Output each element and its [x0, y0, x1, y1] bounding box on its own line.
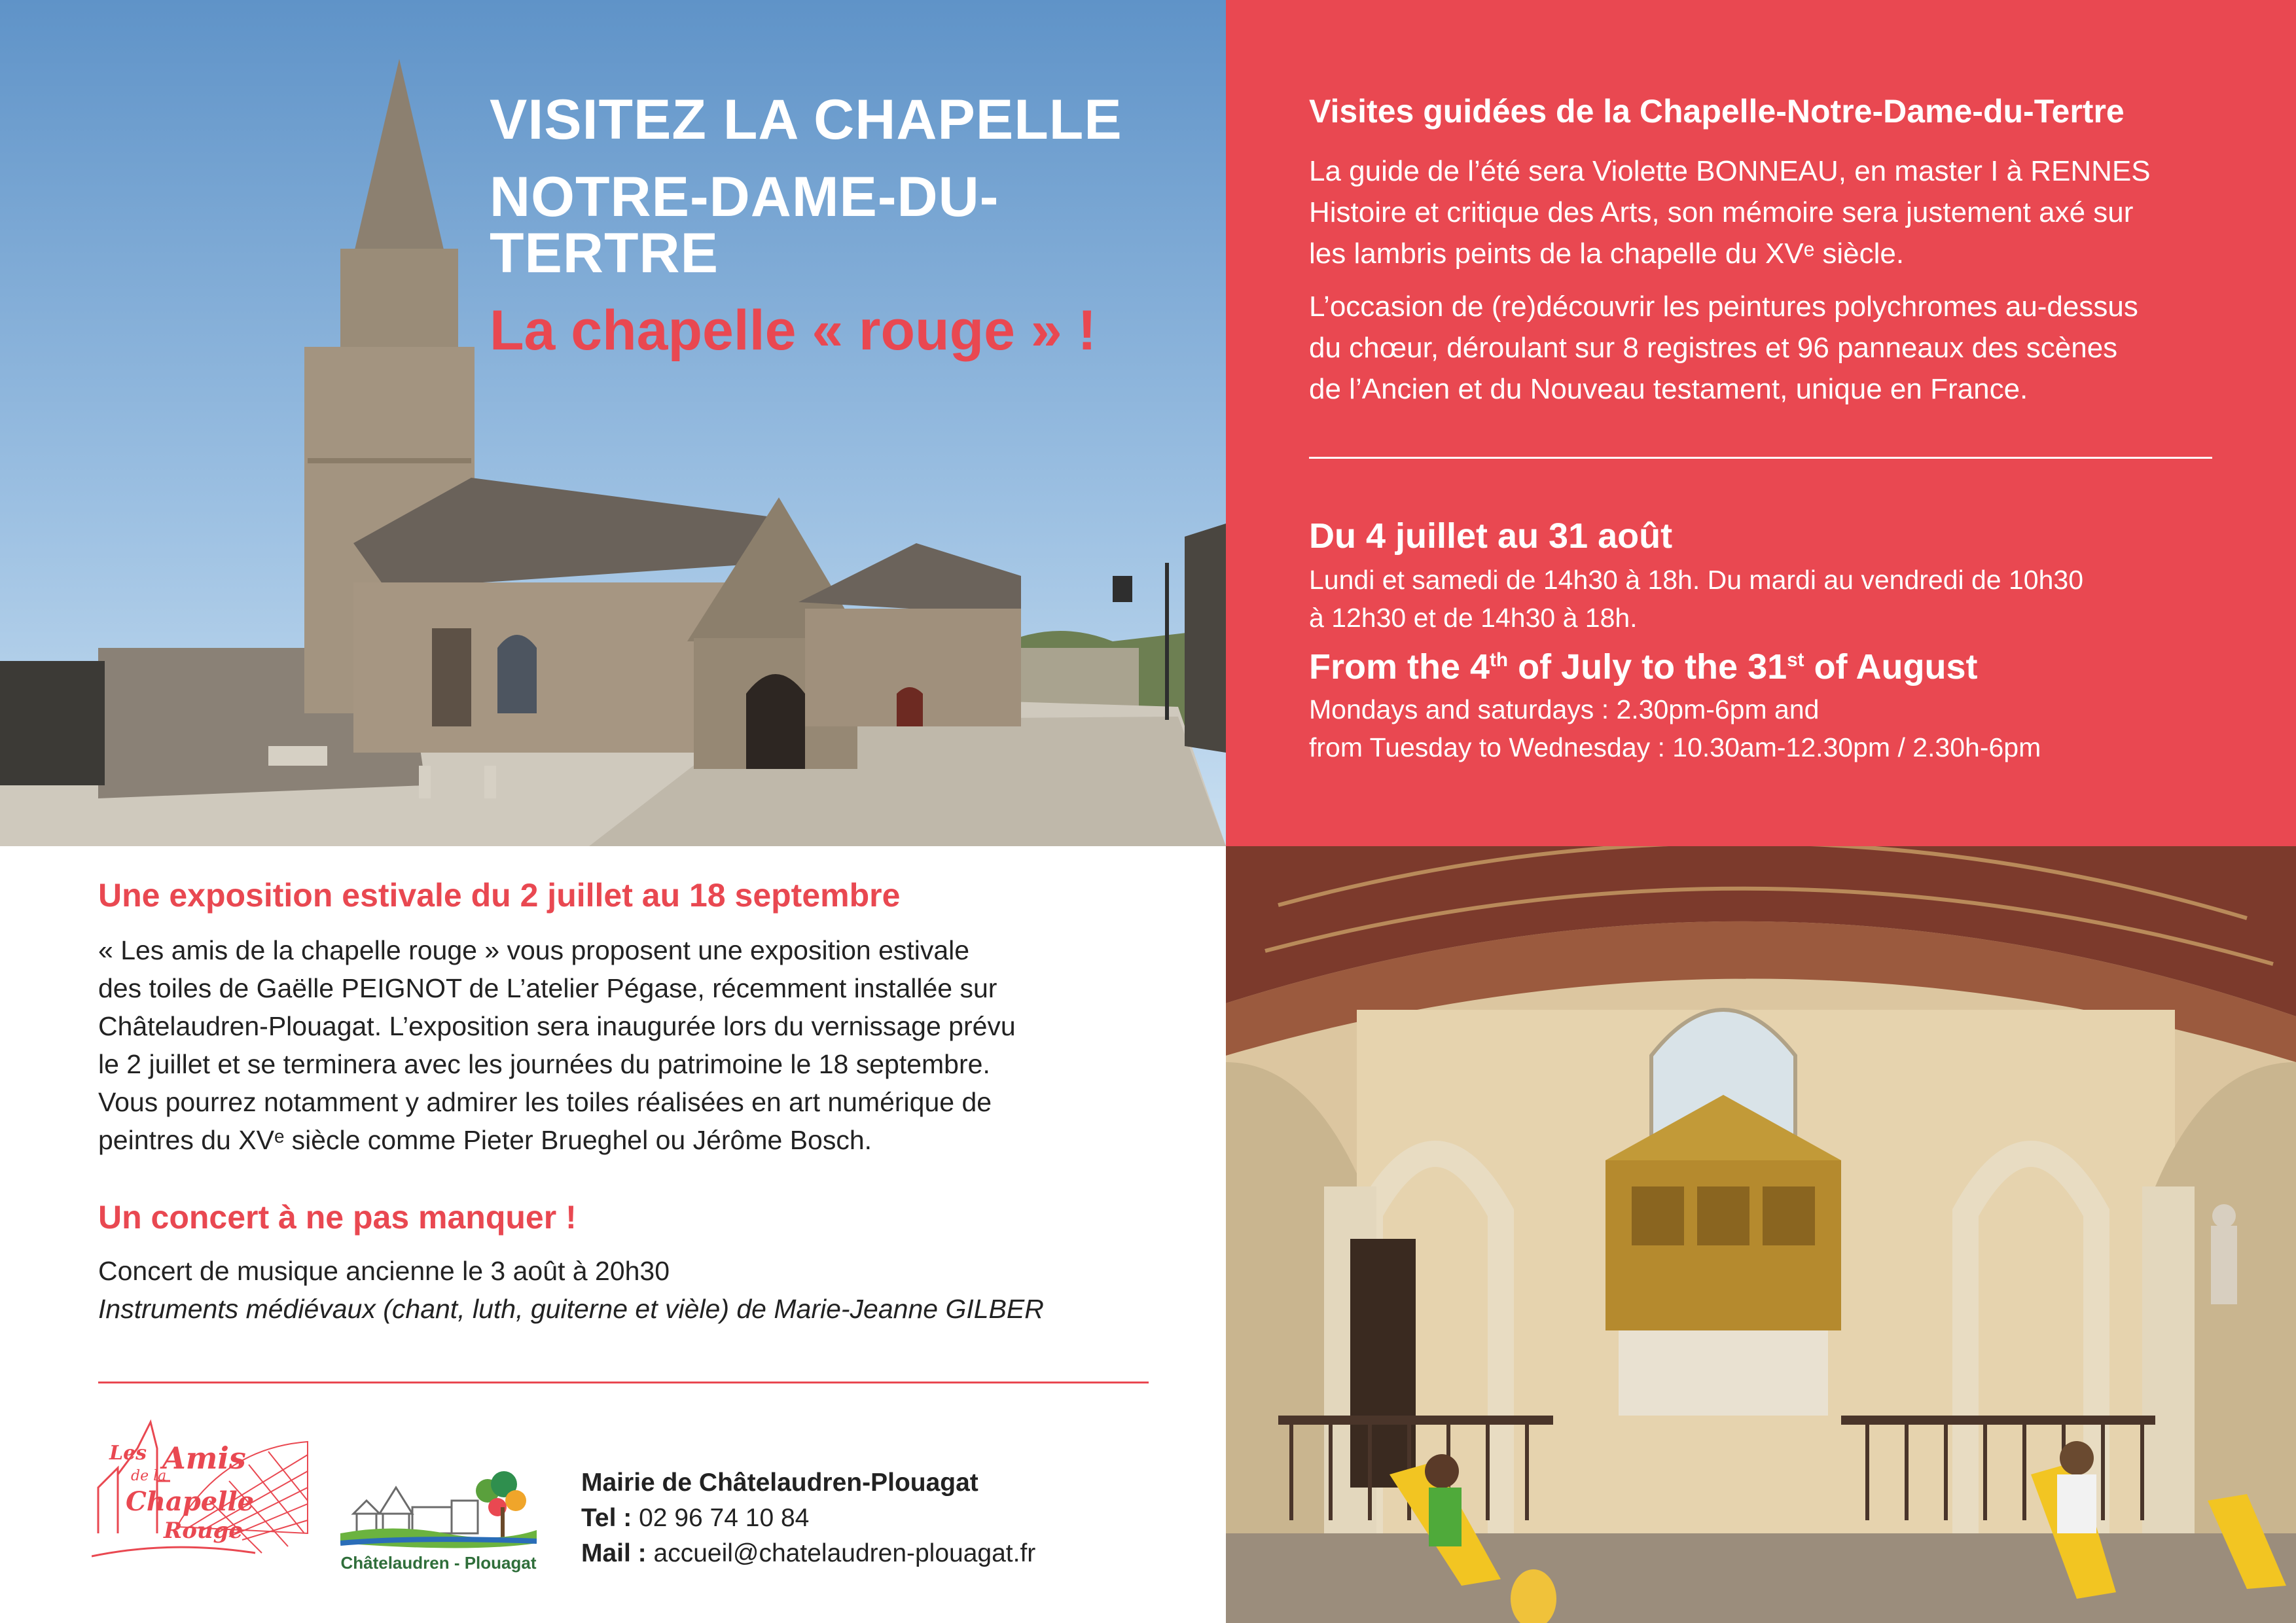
stone-floor: [1226, 1533, 2296, 1623]
french-hours-line: à 12h30 et de 14h30 à 18h.: [1309, 603, 1638, 633]
chatelaudren-plouagat-logo: [340, 1455, 537, 1579]
email-label: Mail :: [581, 1539, 647, 1567]
nave-door-left: [432, 628, 471, 726]
logo-text-chapelle: Chapelle: [126, 1486, 255, 1517]
guide-line: les lambris peints de la chapelle du XVᵉ siècle.: [1309, 238, 1905, 270]
altar-rail-left: [1278, 1416, 1553, 1425]
church-exterior-photo: [0, 0, 1226, 846]
occasion-line: du chœur, déroulant sur 8 registres et 96 panneaux des scènes: [1309, 332, 2118, 364]
phone-value: 02 96 74 10 84: [632, 1504, 810, 1532]
exhibition-line: « Les amis de la chapelle rouge » vous proposent une exposition estivale: [98, 935, 970, 965]
belfry: [340, 249, 458, 353]
stone-bench: [268, 746, 327, 766]
occasion-line: L’occasion de (re)découvrir les peintures polychromes au-dessus: [1309, 291, 2138, 323]
logo-text-les: Les: [109, 1442, 147, 1465]
exhibition-line: le 2 juillet et se terminera avec les journées du patrimoine le 18 septembre.: [98, 1049, 990, 1079]
amis-chapelle-rouge-logo: [92, 1402, 314, 1573]
phone-label: Tel :: [581, 1504, 632, 1532]
english-hours-line: from Tuesday to Wednesday : 10.30am-12.30pm / 2.30h-6pm: [1309, 732, 2041, 762]
exhibition-line: peintres du XVᵉ siècle comme Pieter Brueghel ou Jérôme Bosch.: [98, 1125, 872, 1155]
guide-line: Histoire et critique des Arts, son mémoire sera justement axé sur: [1309, 196, 2134, 228]
right-wall: [1185, 524, 1226, 753]
logo-text-rouge: Rouge: [164, 1518, 243, 1544]
french-hours: [1309, 561, 2251, 637]
spire: [353, 59, 445, 255]
visitor: [1425, 1454, 1459, 1488]
english-dates: [1309, 648, 1978, 687]
english-dates-part: of July to the 31: [1508, 647, 1787, 687]
chapel-interior-photo: [1226, 846, 2296, 1623]
guide-line: La guide de l’été sera Violette BONNEAU, en master I à RENNES: [1309, 155, 2151, 187]
distant-houses: [1008, 648, 1139, 707]
ordinal-suffix: st: [1787, 649, 1804, 671]
altar: [1619, 1330, 1828, 1416]
right-pillar: [2142, 1186, 2195, 1553]
logo-text-dela: de la: [131, 1468, 167, 1484]
exhibition-line: Vous pourrez notamment y admirer les toiles réalisées en art numérique de: [98, 1087, 992, 1117]
concert-heading: Un concert à ne pas manquer !: [98, 1199, 577, 1236]
lamp-post: [1165, 563, 1169, 720]
chapel-door: [897, 687, 923, 726]
events-section: [0, 846, 1226, 1623]
english-hours: [1309, 690, 2251, 766]
bollard: [484, 766, 496, 798]
iron-fence: [0, 661, 105, 785]
contact-name: Mairie de Châtelaudren-Plouagat: [581, 1469, 978, 1497]
chapel-interior-illustration: [1226, 846, 2296, 1623]
english-hours-line: Mondays and saturdays : 2.30pm-6pm and: [1309, 694, 1820, 724]
exhibition-line: Châtelaudren-Plouagat. L’exposition sera inaugurée lors du vernissage prévu: [98, 1011, 1016, 1041]
porch-door: [746, 674, 805, 769]
logo-text-amis: Amis: [162, 1440, 246, 1476]
title-line-2: NOTRE-DAME-DU-TERTRE: [490, 166, 999, 285]
exhibition-paragraph: [98, 931, 1178, 1159]
contact-email: [581, 1536, 1170, 1571]
panel-divider: [1309, 457, 2212, 459]
concert-instruments-line: Instruments médiévaux (chant, luth, guiterne et vièle) de Marie-Jeanne GILBER: [98, 1294, 1044, 1324]
title-subtitle: La chapelle « rouge » !: [490, 299, 1097, 362]
wooden-stall: [1350, 1239, 1416, 1488]
exhibition-line: des toiles de Gaëlle PEIGNOT de L’atelier Pégase, récemment installée sur: [98, 973, 997, 1003]
english-dates-part: From the 4: [1309, 647, 1490, 687]
visitor: [2060, 1441, 2094, 1475]
town-logo-caption: Châtelaudren - Plouagat: [340, 1553, 537, 1573]
title-block: [490, 88, 1226, 362]
title-line-1: VISITEZ LA CHAPELLE: [490, 88, 1122, 151]
concert-paragraph: [98, 1252, 1198, 1328]
concert-line: Concert de musique ancienne le 3 août à 20h30: [98, 1256, 670, 1286]
town-emblem-icon: [340, 1455, 537, 1553]
occasion-line: de l’Ancien et du Nouveau testament, unique en France.: [1309, 373, 2028, 405]
occasion-paragraph: [1309, 286, 2251, 410]
ordinal-suffix: th: [1490, 649, 1509, 671]
french-hours-line: Lundi et samedi de 14h30 à 18h. Du mardi au vendredi de 10h30: [1309, 565, 2084, 595]
guided-visits-heading: Visites guidées de la Chapelle-Notre-Dame-du-Tertre: [1309, 93, 2125, 130]
bollard: [419, 766, 431, 798]
guide-paragraph: [1309, 151, 2251, 274]
contact-phone: [581, 1501, 1170, 1536]
statue: [2211, 1226, 2237, 1304]
guided-visits-panel: [1226, 0, 2296, 846]
exhibition-heading: Une exposition estivale du 2 juillet au 18 septembre: [98, 877, 901, 914]
altar-rail-right: [1841, 1416, 2155, 1425]
english-dates-part: of August: [1804, 647, 1978, 687]
email-link[interactable]: accueil@chatelaudren-plouagat.fr: [646, 1539, 1036, 1567]
french-dates: Du 4 juillet au 31 août: [1309, 516, 1673, 556]
nave-window: [497, 635, 537, 713]
street-lamp: [1113, 576, 1132, 602]
contact-block: [581, 1465, 1170, 1571]
section-divider: [98, 1382, 1149, 1383]
